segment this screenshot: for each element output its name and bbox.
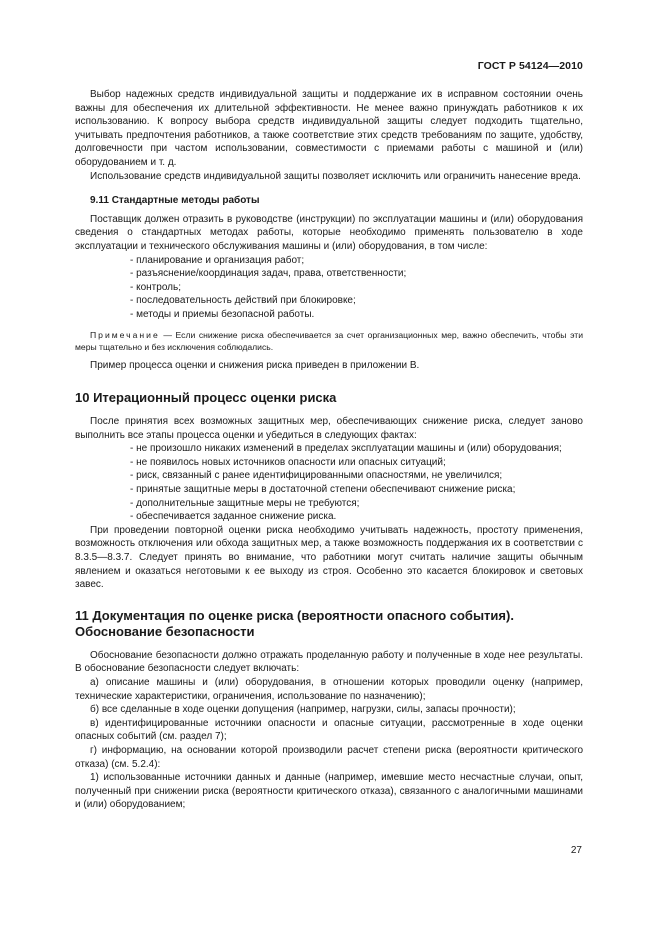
list-item: - не появилось новых источников опасности или опасных ситуаций; <box>130 456 446 468</box>
list-item: - контроль; <box>130 281 181 293</box>
paragraph-example-reference: Пример процесса оценки и снижения риска приведен в приложении В. <box>90 359 420 371</box>
paragraph-10-intro: После принятия всех возможных защитных мер, обеспечивающих снижение риска, следует заново выполнить все этапы процесса оценки и убедиться в следующих фактах: <box>75 416 583 441</box>
list-item: - не произошло никаких изменений в пределах эксплуатации машины и (или) оборудования; <box>130 443 562 455</box>
subsection-title-9-11: 9.11 Стандартные методы работы <box>90 195 260 207</box>
list-item: - дополнительные защитные меры не требуются; <box>130 497 360 509</box>
paragraph-ppe-usage: Использование средств индивидуальной защиты позволяет исключить или ограничить нанесение вреда. <box>90 170 581 182</box>
note <box>75 329 583 353</box>
list-item: - обеспечивается заданное снижение риска. <box>130 511 337 523</box>
section-title-10: 10 Итерационный процесс оценки риска <box>75 390 337 406</box>
section-title-11-line1: 11 Документация по оценке риска (вероятности опасного события). <box>75 607 514 623</box>
item-b: б) все сделанные в ходе оценки допущения (например, нагрузки, силы, запасы прочности); <box>90 704 516 716</box>
document-id: ГОСТ Р 54124—2010 <box>477 60 583 72</box>
list-item: - методы и приемы безопасной работы. <box>130 308 315 320</box>
paragraph-9-11-intro: Поставщик должен отразить в руководстве (инструкции) по эксплуатации машины и (или) оборудования сведения о стандартных методах работы, которые необходимо применять пользователю в ходе эксплуатации и технического обслуживания машины и (или) оборудования, в том числе: <box>75 213 583 252</box>
list-9-11 <box>75 254 583 322</box>
section-title-11-line2: Обоснование безопасности <box>75 623 255 639</box>
list-item: - риск, связанный с ранее идентифицированными опасностями, не увеличился; <box>130 470 503 482</box>
paragraph-11-intro: Обоснование безопасности должно отражать проделанную работу и полученные в ходе нее результаты. В обоснование безопасности следует включать: <box>75 649 583 675</box>
section-title-11 <box>75 608 583 640</box>
paragraph-ppe-selection: Выбор надежных средств индивидуальной защиты и поддержание их в исправном состоянии очень важны для обеспечения их длительной эффективности. Не менее важно принуждать работников к их использованию. К вопросу выбора средств индивидуальной защиты следует подходить тщательно, учитывать предпочтения работников, а также соответствие этих средств требованиям по защите, удобству, долговечности при частом использовании, совместимости с приемами работы с машиной и (или) оборудованием и т. д. <box>75 89 583 168</box>
paragraph-10-reassessment: При проведении повторной оценки риска необходимо учитывать надежность, простоту применения, возможность отключения или обхода защитных мер, а также возможность поддержания их в соответствии с 8.3.5—8.3.7. Следует принять во внимание, что работники могут считать наличие защиты обычным явлением и оказаться неготовыми к ее выходу из строя. Особенно это касается блокировок и световых завес. <box>75 524 583 591</box>
list-item: - планирование и организация работ; <box>130 254 305 266</box>
item-g: г) информацию, на основании которой производили расчет степени риска (вероятности критического отказа) (см. 5.2.4): <box>75 744 583 770</box>
item-g-1: 1) использованные источники данных и данные (например, имевшие место несчастные случаи, опыт, полученный при снижении риска (вероятности критического отказа), связанного с аналогичными машинами и (или) оборудованием; <box>75 772 583 811</box>
item-a: а) описание машины и (или) оборудования, в отношении которых проводили оценку (например, технические характеристики, ограничения, использование по назначению); <box>75 677 583 702</box>
list-item: - принятые защитные меры в достаточной степени обеспечивают снижение риска; <box>130 484 516 496</box>
list-item: - последовательность действий при блокировке; <box>130 295 356 307</box>
item-v: в) идентифицированные источники опасности и опасные ситуации, рассмотренные в ходе оценки опасных событий (см. раздел 7); <box>75 717 583 743</box>
note-text: — Если снижение риска обеспечивается за счет организационных мер, важно обеспечить, чтобы эти меры тщательно и без исключения соблюдались. <box>75 329 583 352</box>
list-item: - разъяснение/координация задач, права, ответственности; <box>130 268 407 280</box>
note-label: Примечание <box>90 329 160 340</box>
page-number: 27 <box>570 845 582 856</box>
page-content <box>75 88 583 812</box>
list-10 <box>75 442 583 524</box>
